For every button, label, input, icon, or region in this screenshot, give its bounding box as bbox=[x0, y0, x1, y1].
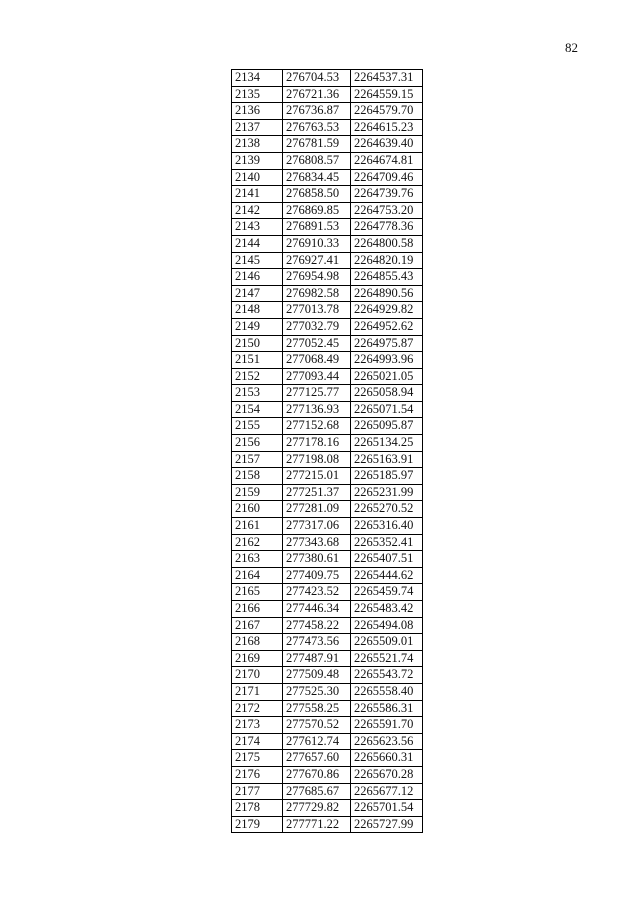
point-number-cell: 2143 bbox=[232, 219, 283, 236]
y-coordinate-cell: 2265521.74 bbox=[351, 650, 423, 667]
y-coordinate-cell: 2264709.46 bbox=[351, 169, 423, 186]
point-number-cell: 2162 bbox=[232, 534, 283, 551]
table-row bbox=[232, 202, 423, 219]
table-row bbox=[232, 103, 423, 120]
point-number-cell: 2137 bbox=[232, 119, 283, 136]
y-coordinate-cell: 2265727.99 bbox=[351, 816, 423, 833]
x-coordinate-cell: 277423.52 bbox=[283, 584, 351, 601]
x-coordinate-cell: 276910.33 bbox=[283, 235, 351, 252]
table-row bbox=[232, 152, 423, 169]
x-coordinate-cell: 276721.36 bbox=[283, 86, 351, 103]
point-number-cell: 2134 bbox=[232, 70, 283, 87]
y-coordinate-cell: 2264778.36 bbox=[351, 219, 423, 236]
table-row bbox=[232, 617, 423, 634]
table-row bbox=[232, 733, 423, 750]
point-number-cell: 2178 bbox=[232, 800, 283, 817]
table-row bbox=[232, 551, 423, 568]
point-number-cell: 2167 bbox=[232, 617, 283, 634]
point-number-cell: 2171 bbox=[232, 683, 283, 700]
x-coordinate-cell: 277558.25 bbox=[283, 700, 351, 717]
y-coordinate-cell: 2265316.40 bbox=[351, 518, 423, 535]
point-number-cell: 2157 bbox=[232, 451, 283, 468]
table-row bbox=[232, 766, 423, 783]
x-coordinate-cell: 277685.67 bbox=[283, 783, 351, 800]
table-row bbox=[232, 601, 423, 618]
point-number-cell: 2146 bbox=[232, 269, 283, 286]
table-row bbox=[232, 235, 423, 252]
point-number-cell: 2175 bbox=[232, 750, 283, 767]
y-coordinate-cell: 2264537.31 bbox=[351, 70, 423, 87]
x-coordinate-cell: 277446.34 bbox=[283, 601, 351, 618]
table-row bbox=[232, 269, 423, 286]
table-row bbox=[232, 401, 423, 418]
y-coordinate-cell: 2265558.40 bbox=[351, 683, 423, 700]
point-number-cell: 2153 bbox=[232, 385, 283, 402]
point-number-cell: 2144 bbox=[232, 235, 283, 252]
y-coordinate-cell: 2264753.20 bbox=[351, 202, 423, 219]
x-coordinate-cell: 276982.58 bbox=[283, 285, 351, 302]
table-row bbox=[232, 435, 423, 452]
point-number-cell: 2176 bbox=[232, 766, 283, 783]
y-coordinate-cell: 2265444.62 bbox=[351, 567, 423, 584]
point-number-cell: 2149 bbox=[232, 318, 283, 335]
point-number-cell: 2160 bbox=[232, 501, 283, 518]
y-coordinate-cell: 2265058.94 bbox=[351, 385, 423, 402]
coordinates-table bbox=[231, 69, 423, 833]
x-coordinate-cell: 277178.16 bbox=[283, 435, 351, 452]
y-coordinate-cell: 2265543.72 bbox=[351, 667, 423, 684]
point-number-cell: 2155 bbox=[232, 418, 283, 435]
y-coordinate-cell: 2265591.70 bbox=[351, 717, 423, 734]
table-row bbox=[232, 285, 423, 302]
y-coordinate-cell: 2265021.05 bbox=[351, 368, 423, 385]
point-number-cell: 2164 bbox=[232, 567, 283, 584]
y-coordinate-cell: 2265677.12 bbox=[351, 783, 423, 800]
y-coordinate-cell: 2264739.76 bbox=[351, 186, 423, 203]
x-coordinate-cell: 276891.53 bbox=[283, 219, 351, 236]
x-coordinate-cell: 277013.78 bbox=[283, 302, 351, 319]
table-row bbox=[232, 800, 423, 817]
table-row bbox=[232, 634, 423, 651]
table-row bbox=[232, 169, 423, 186]
x-coordinate-cell: 276927.41 bbox=[283, 252, 351, 269]
table-row bbox=[232, 368, 423, 385]
table-row bbox=[232, 70, 423, 87]
table-row bbox=[232, 418, 423, 435]
x-coordinate-cell: 276781.59 bbox=[283, 136, 351, 153]
point-number-cell: 2158 bbox=[232, 468, 283, 485]
x-coordinate-cell: 277136.93 bbox=[283, 401, 351, 418]
table-row bbox=[232, 783, 423, 800]
table-row bbox=[232, 451, 423, 468]
point-number-cell: 2170 bbox=[232, 667, 283, 684]
x-coordinate-cell: 277198.08 bbox=[283, 451, 351, 468]
x-coordinate-cell: 277612.74 bbox=[283, 733, 351, 750]
y-coordinate-cell: 2264674.81 bbox=[351, 152, 423, 169]
point-number-cell: 2148 bbox=[232, 302, 283, 319]
x-coordinate-cell: 277343.68 bbox=[283, 534, 351, 551]
point-number-cell: 2147 bbox=[232, 285, 283, 302]
x-coordinate-cell: 277670.86 bbox=[283, 766, 351, 783]
y-coordinate-cell: 2264559.15 bbox=[351, 86, 423, 103]
x-coordinate-cell: 277215.01 bbox=[283, 468, 351, 485]
table-row bbox=[232, 501, 423, 518]
coordinates-table-body bbox=[232, 70, 423, 833]
y-coordinate-cell: 2264579.70 bbox=[351, 103, 423, 120]
y-coordinate-cell: 2265660.31 bbox=[351, 750, 423, 767]
x-coordinate-cell: 277068.49 bbox=[283, 352, 351, 369]
table-row bbox=[232, 352, 423, 369]
y-coordinate-cell: 2265163.91 bbox=[351, 451, 423, 468]
x-coordinate-cell: 277251.37 bbox=[283, 484, 351, 501]
table-row bbox=[232, 484, 423, 501]
x-coordinate-cell: 277125.77 bbox=[283, 385, 351, 402]
point-number-cell: 2151 bbox=[232, 352, 283, 369]
table-row bbox=[232, 700, 423, 717]
x-coordinate-cell: 277380.61 bbox=[283, 551, 351, 568]
y-coordinate-cell: 2264890.56 bbox=[351, 285, 423, 302]
x-coordinate-cell: 276834.45 bbox=[283, 169, 351, 186]
x-coordinate-cell: 277458.22 bbox=[283, 617, 351, 634]
point-number-cell: 2152 bbox=[232, 368, 283, 385]
point-number-cell: 2139 bbox=[232, 152, 283, 169]
table-row bbox=[232, 302, 423, 319]
page-number: 82 bbox=[565, 40, 578, 55]
y-coordinate-cell: 2264929.82 bbox=[351, 302, 423, 319]
point-number-cell: 2138 bbox=[232, 136, 283, 153]
x-coordinate-cell: 277487.91 bbox=[283, 650, 351, 667]
table-row bbox=[232, 584, 423, 601]
table-row bbox=[232, 717, 423, 734]
y-coordinate-cell: 2264615.23 bbox=[351, 119, 423, 136]
y-coordinate-cell: 2265134.25 bbox=[351, 435, 423, 452]
x-coordinate-cell: 276808.57 bbox=[283, 152, 351, 169]
y-coordinate-cell: 2264952.62 bbox=[351, 318, 423, 335]
x-coordinate-cell: 277525.30 bbox=[283, 683, 351, 700]
x-coordinate-cell: 276869.85 bbox=[283, 202, 351, 219]
point-number-cell: 2142 bbox=[232, 202, 283, 219]
y-coordinate-cell: 2265586.31 bbox=[351, 700, 423, 717]
table-row bbox=[232, 534, 423, 551]
point-number-cell: 2177 bbox=[232, 783, 283, 800]
x-coordinate-cell: 277473.56 bbox=[283, 634, 351, 651]
x-coordinate-cell: 277771.22 bbox=[283, 816, 351, 833]
x-coordinate-cell: 277052.45 bbox=[283, 335, 351, 352]
table-row bbox=[232, 468, 423, 485]
point-number-cell: 2150 bbox=[232, 335, 283, 352]
table-row bbox=[232, 335, 423, 352]
table-row bbox=[232, 518, 423, 535]
y-coordinate-cell: 2264639.40 bbox=[351, 136, 423, 153]
y-coordinate-cell: 2264800.58 bbox=[351, 235, 423, 252]
table-row bbox=[232, 750, 423, 767]
x-coordinate-cell: 276704.53 bbox=[283, 70, 351, 87]
table-row bbox=[232, 186, 423, 203]
y-coordinate-cell: 2264975.87 bbox=[351, 335, 423, 352]
y-coordinate-cell: 2264855.43 bbox=[351, 269, 423, 286]
y-coordinate-cell: 2265701.54 bbox=[351, 800, 423, 817]
y-coordinate-cell: 2264993.96 bbox=[351, 352, 423, 369]
point-number-cell: 2165 bbox=[232, 584, 283, 601]
y-coordinate-cell: 2265494.08 bbox=[351, 617, 423, 634]
point-number-cell: 2135 bbox=[232, 86, 283, 103]
point-number-cell: 2179 bbox=[232, 816, 283, 833]
point-number-cell: 2166 bbox=[232, 601, 283, 618]
x-coordinate-cell: 277152.68 bbox=[283, 418, 351, 435]
y-coordinate-cell: 2265095.87 bbox=[351, 418, 423, 435]
y-coordinate-cell: 2265352.41 bbox=[351, 534, 423, 551]
y-coordinate-cell: 2265509.01 bbox=[351, 634, 423, 651]
point-number-cell: 2141 bbox=[232, 186, 283, 203]
table-row bbox=[232, 650, 423, 667]
table-row bbox=[232, 119, 423, 136]
table-row bbox=[232, 385, 423, 402]
table-row bbox=[232, 683, 423, 700]
y-coordinate-cell: 2265071.54 bbox=[351, 401, 423, 418]
x-coordinate-cell: 277317.06 bbox=[283, 518, 351, 535]
x-coordinate-cell: 276858.50 bbox=[283, 186, 351, 203]
table-row bbox=[232, 567, 423, 584]
point-number-cell: 2136 bbox=[232, 103, 283, 120]
y-coordinate-cell: 2265270.52 bbox=[351, 501, 423, 518]
point-number-cell: 2161 bbox=[232, 518, 283, 535]
table-row bbox=[232, 816, 423, 833]
point-number-cell: 2145 bbox=[232, 252, 283, 269]
table-row bbox=[232, 318, 423, 335]
x-coordinate-cell: 277409.75 bbox=[283, 567, 351, 584]
y-coordinate-cell: 2265483.42 bbox=[351, 601, 423, 618]
x-coordinate-cell: 277570.52 bbox=[283, 717, 351, 734]
x-coordinate-cell: 277093.44 bbox=[283, 368, 351, 385]
point-number-cell: 2140 bbox=[232, 169, 283, 186]
point-number-cell: 2168 bbox=[232, 634, 283, 651]
x-coordinate-cell: 277032.79 bbox=[283, 318, 351, 335]
y-coordinate-cell: 2264820.19 bbox=[351, 252, 423, 269]
y-coordinate-cell: 2265623.56 bbox=[351, 733, 423, 750]
x-coordinate-cell: 276763.53 bbox=[283, 119, 351, 136]
x-coordinate-cell: 277281.09 bbox=[283, 501, 351, 518]
x-coordinate-cell: 277729.82 bbox=[283, 800, 351, 817]
point-number-cell: 2159 bbox=[232, 484, 283, 501]
y-coordinate-cell: 2265670.28 bbox=[351, 766, 423, 783]
point-number-cell: 2173 bbox=[232, 717, 283, 734]
y-coordinate-cell: 2265185.97 bbox=[351, 468, 423, 485]
table-row bbox=[232, 252, 423, 269]
x-coordinate-cell: 277657.60 bbox=[283, 750, 351, 767]
y-coordinate-cell: 2265459.74 bbox=[351, 584, 423, 601]
point-number-cell: 2156 bbox=[232, 435, 283, 452]
x-coordinate-cell: 276736.87 bbox=[283, 103, 351, 120]
x-coordinate-cell: 277509.48 bbox=[283, 667, 351, 684]
x-coordinate-cell: 276954.98 bbox=[283, 269, 351, 286]
y-coordinate-cell: 2265407.51 bbox=[351, 551, 423, 568]
table-row bbox=[232, 136, 423, 153]
table-row bbox=[232, 667, 423, 684]
y-coordinate-cell: 2265231.99 bbox=[351, 484, 423, 501]
table-row bbox=[232, 219, 423, 236]
table-row bbox=[232, 86, 423, 103]
point-number-cell: 2174 bbox=[232, 733, 283, 750]
point-number-cell: 2169 bbox=[232, 650, 283, 667]
point-number-cell: 2154 bbox=[232, 401, 283, 418]
point-number-cell: 2172 bbox=[232, 700, 283, 717]
point-number-cell: 2163 bbox=[232, 551, 283, 568]
